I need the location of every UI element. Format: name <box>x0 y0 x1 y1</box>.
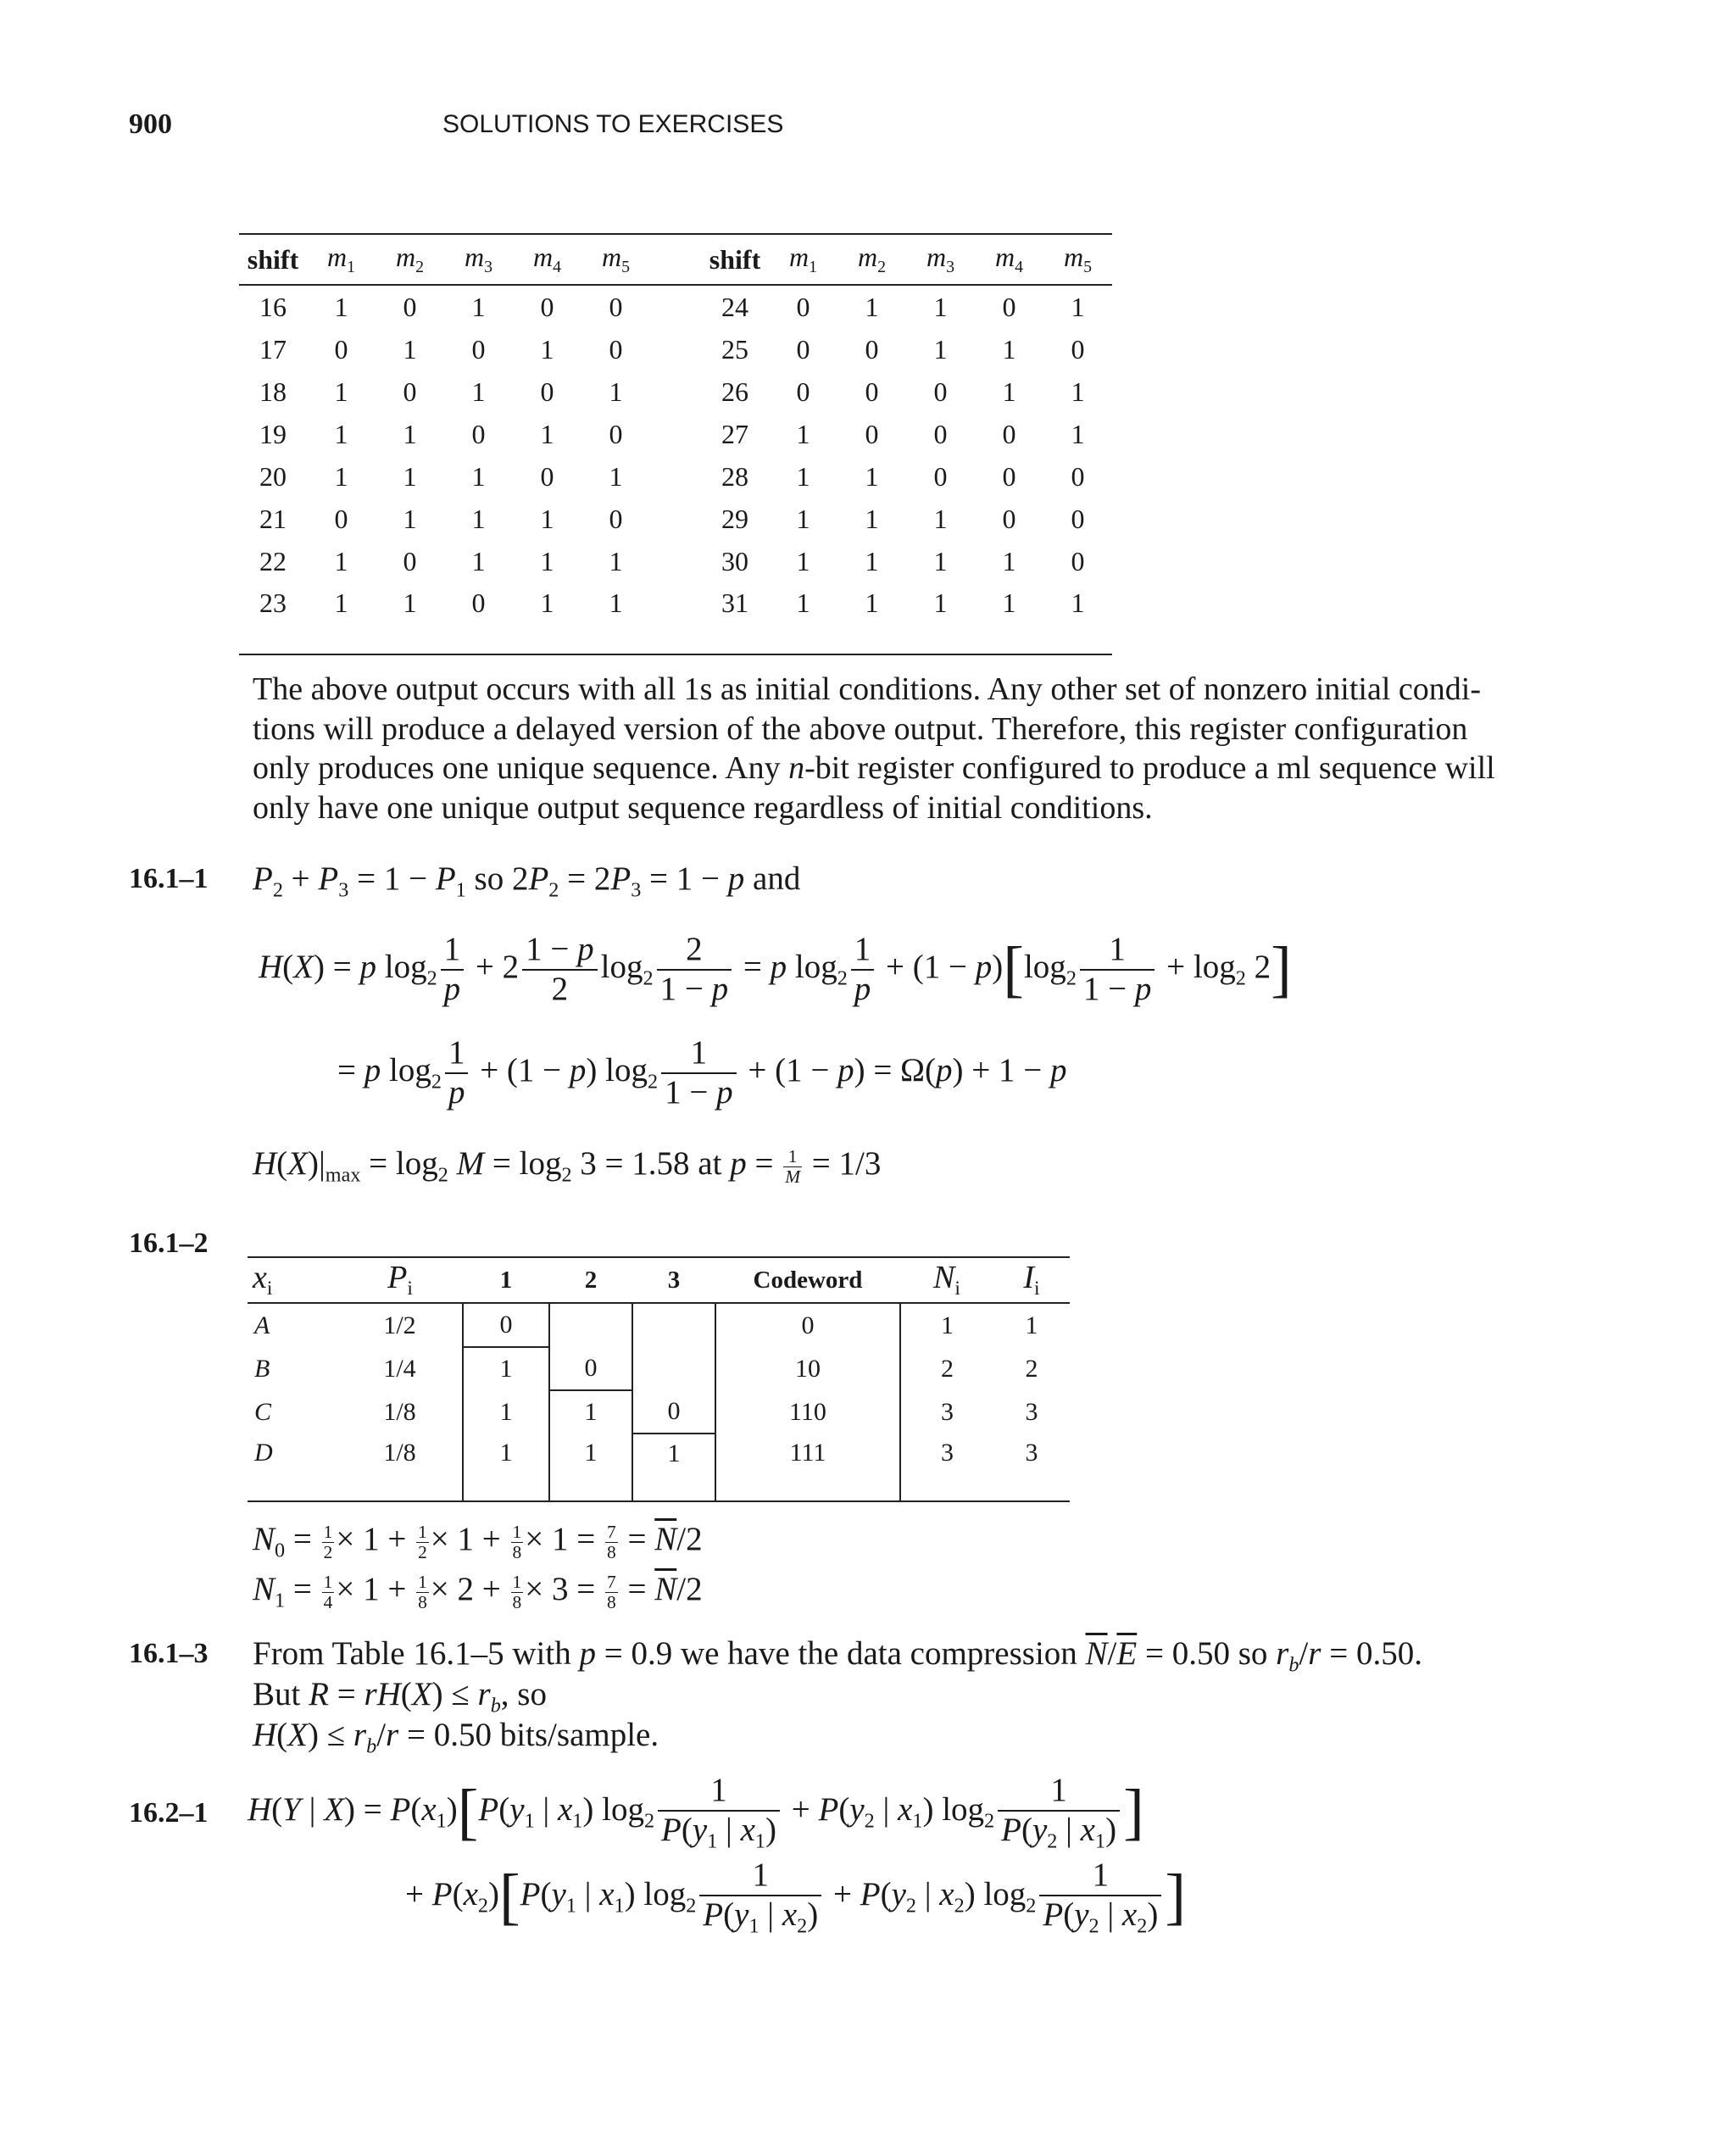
shift-cell: 0 <box>444 582 513 654</box>
shift-cell: 1 <box>1071 291 1085 322</box>
shift-cell: 1 <box>609 545 623 576</box>
shift-cell: 1 <box>403 503 417 534</box>
col-m4: $m_4$ <box>532 242 562 276</box>
col-ni: $N_i$ <box>900 1257 993 1303</box>
code-row-a: A 1/2 0 0 1 1 <box>248 1303 1070 1347</box>
shift-cell: 0 <box>609 418 623 449</box>
exercise-16-2-1-number: 16.2–1 <box>129 1797 209 1829</box>
shift-cell: 1 <box>376 582 444 654</box>
col-m1: $m_1$ <box>326 242 356 276</box>
col-m4-2: $m_4$ <box>994 242 1024 276</box>
shift-cell: 1 <box>865 291 879 322</box>
shift-cell: 24 <box>721 291 748 322</box>
register-explanation: The above output occurs with all 1s as initial conditions. Any other set of nonzero initial condi-tions will produce a delayed version of the above output. Therefore, this register configuration only produces one unique sequence. Any n-bit register configured to produce a ml sequence will only have one unique output sequence regardless of initial conditions. <box>253 671 1495 826</box>
shift-cell: 0 <box>334 503 348 534</box>
col-2: 2 <box>549 1257 632 1303</box>
shift-cell: 1 <box>933 333 948 365</box>
shift-cell: 28 <box>721 460 748 492</box>
shift-cell: 1 <box>334 460 348 492</box>
shift-cell: 0 <box>540 460 554 492</box>
shift-cell: 1 <box>403 333 417 365</box>
shift-cell: 1 <box>471 460 486 492</box>
shift-table-body <box>239 285 1112 654</box>
col-codeword: Codeword <box>715 1257 900 1303</box>
shift-cell: 1 <box>307 582 376 654</box>
shift-cell: 1 <box>471 376 486 407</box>
col-m5-2: $m_5$ <box>1063 242 1093 276</box>
shift-cell: 25 <box>721 333 748 365</box>
shift-cell: 1 <box>471 503 486 534</box>
shift-cell: 1 <box>865 460 879 492</box>
shift-cell: 1 <box>796 460 810 492</box>
exercise-16-1-2-number: 16.1–2 <box>129 1228 209 1259</box>
shift-cell: 20 <box>259 460 287 492</box>
shift-cell: 26 <box>721 376 748 407</box>
shift-cell: 1 <box>1071 418 1085 449</box>
shift-cell: 1 <box>334 545 348 576</box>
shift-cell: 1 <box>513 582 581 654</box>
shift-cell: 1 <box>1002 333 1016 365</box>
equation-n1: $N_1$ = $\frac{1}{4}$ × 1 + $\frac{1}{8}$ × 2 + $\frac{1}{8}$ × 3 = $\frac{7}{8}$ = $\overline{N}/2$ <box>253 1571 703 1612</box>
shift-cell: 16 <box>259 291 287 322</box>
shift-table-row <box>239 455 1112 498</box>
shift-cell: 0 <box>609 291 623 322</box>
equation-entropy-hx: H(X) = p $\log_2$ $\frac{1}{p}$ + 2 $\frac{1 - p}{2}$ $\log_2$ $\frac{2}{1 - p}$ = p $\log_2$ $\frac{1}{p}$ + $(1 - p)[\log_2$ $\frac{1}{1 - p}$ + $\log_2 2$] <box>259 931 1292 1007</box>
shift-cell: 1 <box>581 582 650 654</box>
equation-n0: $N_0$ = $\frac{1}{2}$ × 1 + $\frac{1}{2}$ × 1 + $\frac{1}{8}$ × 1 = $\frac{7}{8}$ = $\overline{N}/2$ <box>253 1521 703 1562</box>
col-pi: $P_i$ <box>337 1257 463 1303</box>
shift-cell: 0 <box>609 333 623 365</box>
shift-register-table <box>239 233 1112 655</box>
running-head: SOLUTIONS TO EXERCISES <box>442 110 784 138</box>
shift-cell: 1 <box>334 418 348 449</box>
shift-table-row <box>239 582 1112 654</box>
exercise-16-1-1-number: 16.1–1 <box>129 863 209 894</box>
col-xi: $x_i$ <box>248 1257 337 1303</box>
shift-cell: 1 <box>334 376 348 407</box>
shift-cell: 29 <box>721 503 748 534</box>
shift-cell: 0 <box>540 291 554 322</box>
col-m3: $m_3$ <box>464 242 493 276</box>
shift-cell: 1 <box>769 582 837 654</box>
col-m3-2: $m_3$ <box>926 242 955 276</box>
shift-cell: 1 <box>471 291 486 322</box>
shift-cell: 1 <box>609 460 623 492</box>
col-m2-2: $m_2$ <box>857 242 887 276</box>
equation-conditional-entropy-2: + $P(x_2)[P(y_1$ | $x_1$) $\log_2$ $\frac{1}{P(y_1 | x_2)}$ + $P(y_2$ | $x_2$) $\log_2$ $\frac{1}{P(y_2 | x_2)}$ ] <box>405 1857 1187 1938</box>
shift-cell: 1 <box>796 545 810 576</box>
shift-table-header <box>239 234 1112 285</box>
exercise-16-1-3-line3: $H(X) \le r_b/r = 0.50$ bits/sample. <box>253 1717 659 1758</box>
shift-table-row <box>239 498 1112 540</box>
shift-cell: 0 <box>933 376 948 407</box>
exercise-16-1-3-line2: But $R = rH(X) \le r_b$, so <box>253 1676 547 1718</box>
code-table-header <box>248 1257 1070 1303</box>
shift-cell: 0 <box>1002 503 1016 534</box>
col-m1-2: $m_1$ <box>788 242 818 276</box>
page-number: 900 <box>129 109 172 140</box>
exercise-16-1-3-line1: From Table 16.1–5 with p = 0.9 we have the data compression $\overline{N}/\overline{E} = 0.50$ so $r_b/r = 0.50$. <box>253 1635 1422 1677</box>
shift-cell: 0 <box>796 291 810 322</box>
col-ii: $I_i$ <box>993 1257 1070 1303</box>
shift-cell: 1 <box>540 418 554 449</box>
shift-cell: 0 <box>933 418 948 449</box>
equation-entropy-result: = p $\log_2$ $\frac{1}{p}$ + (1 − p) $\log_2$ $\frac{1}{1 - p}$ + (1 − p) = Ω(p) + 1 − p <box>337 1034 1067 1111</box>
shift-cell: 1 <box>865 545 879 576</box>
shift-table-row <box>239 540 1112 582</box>
shift-cell: 0 <box>609 503 623 534</box>
shift-cell: 1 <box>933 291 948 322</box>
shift-cell: 1 <box>796 503 810 534</box>
shift-cell: 31 <box>701 582 769 654</box>
shift-cell: 22 <box>259 545 287 576</box>
shift-cell: 0 <box>1002 291 1016 322</box>
shift-cell: 1 <box>403 418 417 449</box>
col-m2: $m_2$ <box>395 242 425 276</box>
shift-cell: 1 <box>975 582 1043 654</box>
shift-cell: 1 <box>1002 545 1016 576</box>
shift-cell: 0 <box>540 376 554 407</box>
shift-cell: 1 <box>1043 582 1112 654</box>
col-shift-2: shift <box>709 243 761 275</box>
shift-cell: 0 <box>1071 333 1085 365</box>
shift-table-row <box>239 285 1112 328</box>
code-row-c: C 1/8 1 1 0 110 3 3 <box>248 1390 1070 1434</box>
code-row-b: B 1/4 1 0 10 2 2 <box>248 1347 1070 1390</box>
shift-table-row <box>239 328 1112 370</box>
shift-cell: 1 <box>540 503 554 534</box>
shift-cell: 0 <box>1071 545 1085 576</box>
shift-cell: 1 <box>540 333 554 365</box>
shift-cell: 18 <box>259 376 287 407</box>
shift-cell: 1 <box>609 376 623 407</box>
shift-cell: 23 <box>239 582 307 654</box>
col-shift: shift <box>247 243 299 275</box>
shift-cell: 1 <box>906 582 975 654</box>
equation-conditional-entropy-1: H(Y | $X) = P(x_1)[P(y_1$ | $x_1$) $\log_2$ $\frac{1}{P(y_1 | x_1)}$ + $P(y_2$ | $x_1$) $\log_2$ $\frac{1}{P(y_2 | x_1)}$ ] <box>248 1772 1144 1853</box>
shift-cell: 0 <box>933 460 948 492</box>
equation-hx-max: $H(X)|_{max} = \log_2 M = \log_2 3 = 1.58$ at p = $\frac{1}{M}$ = 1/3 <box>253 1145 882 1187</box>
shift-cell: 1 <box>540 545 554 576</box>
shift-cell: 0 <box>865 418 879 449</box>
shift-table-row <box>239 413 1112 455</box>
shift-cell: 0 <box>403 376 417 407</box>
shift-cell: 1 <box>933 503 948 534</box>
shift-cell: 30 <box>721 545 748 576</box>
shift-cell: 0 <box>796 333 810 365</box>
col-3: 3 <box>632 1257 715 1303</box>
shift-cell: 1 <box>865 503 879 534</box>
shift-cell: 0 <box>865 333 879 365</box>
shift-cell: 1 <box>837 582 906 654</box>
shift-cell: 0 <box>403 545 417 576</box>
shift-cell: 0 <box>403 291 417 322</box>
exercise-16-1-3-number: 16.1–3 <box>129 1638 209 1669</box>
shift-cell: 0 <box>471 418 486 449</box>
shift-cell: 0 <box>334 333 348 365</box>
col-m5: $m_5$ <box>601 242 631 276</box>
equation-p2-p3: $P_2 + P_3 = 1 - P_1$ so $2P_2 = 2P_3 = 1 - p$ and <box>253 860 801 902</box>
code-row-d: D 1/8 1 1 1 111 3 3 <box>248 1434 1070 1501</box>
shift-cell: 0 <box>796 376 810 407</box>
shift-cell: 1 <box>471 545 486 576</box>
shift-cell: 0 <box>1002 460 1016 492</box>
shift-cell: 17 <box>259 333 287 365</box>
shift-cell: 0 <box>471 333 486 365</box>
shift-table-row <box>239 370 1112 413</box>
shift-cell: 1 <box>403 460 417 492</box>
shift-cell: 21 <box>259 503 287 534</box>
shift-cell: 27 <box>721 418 748 449</box>
shift-cell: 19 <box>259 418 287 449</box>
col-1: 1 <box>463 1257 549 1303</box>
shift-cell: 1 <box>933 545 948 576</box>
shift-cell: 1 <box>334 291 348 322</box>
shift-cell: 1 <box>1002 376 1016 407</box>
shift-cell: 0 <box>1071 503 1085 534</box>
code-table <box>248 1256 1070 1502</box>
shift-cell: 0 <box>1002 418 1016 449</box>
shift-cell: 0 <box>1071 460 1085 492</box>
shift-cell: 0 <box>865 376 879 407</box>
shift-cell: 1 <box>796 418 810 449</box>
shift-cell: 1 <box>1071 376 1085 407</box>
